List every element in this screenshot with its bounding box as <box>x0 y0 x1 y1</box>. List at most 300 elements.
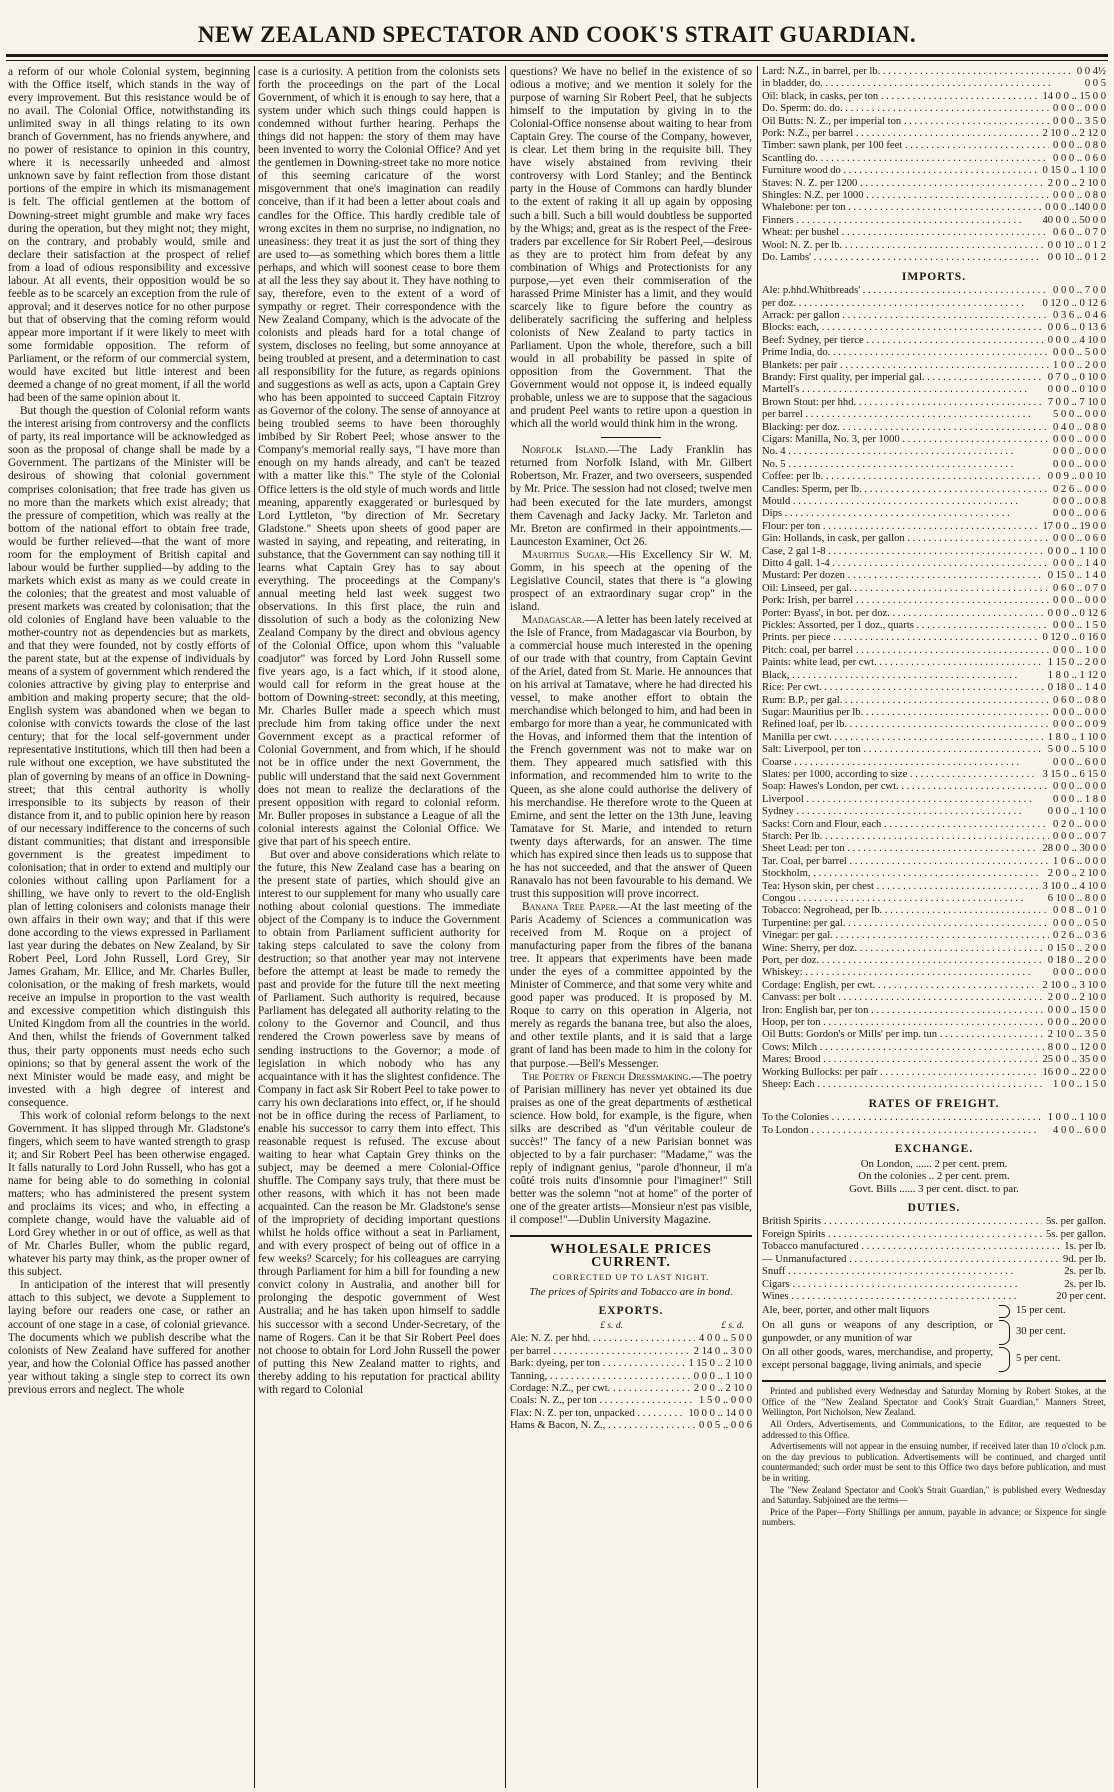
article-paragraph: In anticipation of the interest that will presently attach to this subject, we devote a Supplement to laying before our readers one case, or rather an account of one stage in a case, of colonial grievance. The documents which we publish describe what the colonists of New Zealand have suffered for another year, and how the Colonial Office has passed another year without taking a single step to correct its own previous errors and neglect. The whole <box>8 1279 250 1396</box>
price-row <box>762 153 1106 165</box>
price-item-name: Pork: Irish, per barrel . . . <box>762 595 1049 607</box>
price-item-name: Do. Lambs' . . . <box>762 252 1044 264</box>
price-item-name: Snuff . . . <box>762 1266 1060 1278</box>
news-heading: The Poetry of French Dressmaking. <box>522 1070 692 1083</box>
price-item-name: Mould . . . <box>762 496 1049 508</box>
price-row <box>762 695 1106 707</box>
price-row <box>762 707 1106 719</box>
price-item-value: 0 18 0 .. 2 0 0 <box>1047 955 1106 967</box>
price-item-name: Paints: white lead, per cwt. . . . <box>762 657 1044 669</box>
duty-group-label: On all guns or weapons of any description, or gunpowder, or any munition of war <box>762 1319 993 1344</box>
price-item-value: 0 0 0 .. 7 0 0 <box>1053 285 1106 297</box>
price-row <box>762 583 1106 595</box>
price-row <box>762 335 1106 347</box>
price-item-name: Slates: per 1000, according to size . . . <box>762 769 1038 781</box>
column-4 <box>762 66 1106 1786</box>
exports-list <box>510 1333 752 1432</box>
price-row <box>762 1042 1106 1054</box>
imports-title: IMPORTS. <box>901 270 967 283</box>
news-item <box>510 1071 752 1228</box>
price-item-name: per barrel . . . <box>762 409 1049 421</box>
price-item-name: Ditto 4 gall. 1-4 . . . <box>762 558 1049 570</box>
currency-header <box>510 1320 752 1333</box>
price-row <box>762 794 1106 806</box>
price-row <box>762 992 1106 1004</box>
price-item-name: Wool: N. Z. per lb. . . . <box>762 240 1044 252</box>
price-item-name: Blankets: per pair . . . <box>762 360 1049 372</box>
price-row <box>762 1241 1106 1253</box>
price-row <box>762 116 1106 128</box>
price-item-value: 2 10 0 .. 3 10 0 <box>1042 979 1106 991</box>
price-item-name: Lard: N.Z., in barrel, per lb. . . . <box>762 66 1073 78</box>
prices-current <box>510 1235 752 1433</box>
price-item-name: Ale: N. Z. per hhd. . . . <box>510 1333 695 1345</box>
column-1 <box>8 66 250 1786</box>
price-item-value: 0 12 0 .. 0 12 6 <box>1042 297 1106 309</box>
price-item-name: Wheat: per bushel . . . <box>762 227 1049 239</box>
price-item-value: 0 0 8 .. 0 1 0 <box>1053 905 1106 917</box>
price-item-value: 0 12 0 .. 0 16 0 <box>1042 632 1106 644</box>
news-heading: Madagascar. <box>522 613 585 626</box>
price-row <box>762 546 1106 558</box>
duty-group-label: On all other goods, wares, merchandise, and property, except personal baggage, living animals, and specie <box>762 1347 993 1371</box>
price-row <box>762 1067 1106 1079</box>
price-item-name: Whalebone: per ton . . . <box>762 202 1041 214</box>
price-row <box>762 347 1106 359</box>
price-item-name: Rum: B.P., per gal. . . . <box>762 695 1049 707</box>
price-item-name: Tar. Coal, per barrel . . . <box>762 856 1049 868</box>
price-item-value: 0 15 0 .. 1 4 0 <box>1047 570 1106 582</box>
masthead-rule-thick <box>6 54 1108 57</box>
price-item-name: Iron: English bar, per ton . . . <box>762 1005 1044 1017</box>
price-row <box>762 322 1106 334</box>
price-item-name: To the Colonies . . . <box>762 1112 1044 1124</box>
price-row <box>762 570 1106 582</box>
price-row <box>762 422 1106 434</box>
column-2 <box>258 66 500 1786</box>
price-item-name: Prints. per piece . . . <box>762 632 1038 644</box>
price-item-name: No. 5 . . . <box>762 459 1049 471</box>
price-row <box>762 471 1106 483</box>
brace <box>999 1320 1010 1345</box>
price-row <box>762 682 1106 694</box>
price-row <box>762 190 1106 202</box>
news-heading: Mauritius Sugar. <box>522 548 609 561</box>
price-item-value: 5 0 0 .. 5 10 0 <box>1047 744 1106 756</box>
price-row <box>762 178 1106 190</box>
price-row <box>762 103 1106 115</box>
price-row <box>762 856 1106 868</box>
price-item-value: 0 0 6 .. 0 13 6 <box>1047 322 1106 334</box>
price-item-name: Staves: N. Z. per 1200 . . . <box>762 178 1044 190</box>
price-item-value: 0 0 0 .. 1 5 0 <box>1053 620 1106 632</box>
price-row <box>510 1358 752 1370</box>
price-item-value: 0 0 0 .. 3 5 0 <box>1053 115 1106 127</box>
price-item-value: 5s. per gallon. <box>1045 1228 1106 1240</box>
price-item-name: No. 4 . . . <box>762 446 1049 458</box>
price-row <box>762 91 1106 103</box>
price-item-value: 0 0 10 .. 0 1 2 <box>1047 239 1106 251</box>
price-item-value: 6 10 0 .. 8 0 0 <box>1047 893 1106 904</box>
price-item-name: Blocks: each, . . . <box>762 322 1044 334</box>
duties-list <box>762 1216 1106 1303</box>
price-row <box>510 1408 752 1420</box>
exchange-line: Govt. Bills ...... 3 per cent. disct. to par. <box>849 1183 1019 1196</box>
price-item-name: Sugar: Mauritius per lb. . . . <box>762 707 1049 719</box>
price-item-name: Tobacco manufactured . . . <box>762 1241 1060 1253</box>
price-item-name: Blacking: per doz. . . . <box>762 422 1049 434</box>
price-item-value: 0 0 0 .. 1 0 0 <box>1053 644 1106 656</box>
price-item-value: 0 0 0 .. 0 0 0 <box>1053 446 1106 458</box>
price-item-name: Brown Stout: per hhd. . . . <box>762 397 1044 409</box>
price-item-value: 0 0 4½ <box>1076 66 1106 77</box>
price-row <box>762 508 1106 520</box>
duty-group-label: Ale, beer, porter, and other malt liquors <box>762 1305 930 1317</box>
column-divider <box>254 66 255 1788</box>
price-item-name: Pork: N.Z., per barrel . . . <box>762 128 1038 140</box>
price-item-value: 2s. per lb. <box>1064 1266 1106 1278</box>
price-row <box>762 298 1106 310</box>
price-item-name: Refined loaf, per lb. . . . <box>762 719 1049 731</box>
price-item-name: Foreign Spirits . . . <box>762 1229 1042 1241</box>
price-item-value: 0 6 0 .. 0 7 0 <box>1053 582 1106 594</box>
article-paragraph: This work of colonial reform belongs to the next Government. It has slipped through Mr. Gladstone's fingers, which seem to have wanted strength to grasp it; and Sir Robert Peel has been otherwise engaged. It falls naturally to Lord John Russell, who has got a name for being able to do something in colonial matters; who has administered the present system and proclaims its vices; and who, in effecting a complete change, would have the valuable aid of Lord Grey whether in or out of office, as well as that of Mr. Charles Buller, whom the public regard, whatever his party may think, as the proper owner of this subject. <box>8 1109 250 1279</box>
price-item-name: — Unmanufactured . . . <box>762 1254 1059 1266</box>
currency-header-cell: £ s. d. <box>721 1321 744 1332</box>
news-text: —At the last meeting of the Paris Academy of Sciences a communication was received from M. Roque on a project of manufacturing paper from the fibres of the banana tree. It appears that experiments have been made under the eyes of a committee appointed by the Minister of Commerce, and that some very white and good paper was produced. It is proposed by M. Roque to carry on this operation in Algeria, not merely as regards the banana tree, but also the aloes, and other textile plants, and it is said that a large grant of land has been made to him in the colony for that purpose.—Bell's Messenger. <box>510 900 752 1070</box>
price-item-value: 0 0 0 .. 1 8 0 <box>1053 793 1106 805</box>
price-item-name: Do. Sperm: do. do. . . . <box>762 103 1049 115</box>
price-item-value: 1 8 0 .. 1 10 0 <box>1047 731 1106 743</box>
price-item-value: 10 0 0 .. 14 0 0 <box>688 1407 752 1419</box>
price-item-value: 0 2 6 .. 0 0 0 <box>1053 483 1106 495</box>
exchange-title: EXCHANGE. <box>894 1142 974 1155</box>
price-item-value: 0 0 0 .. 0 8 0 <box>1053 190 1106 202</box>
price-row <box>510 1333 752 1345</box>
price-item-name: Vinegar: per gal. . . . <box>762 930 1049 942</box>
price-row <box>762 670 1106 682</box>
price-item-name: Salt: Liverpool, per ton . . . <box>762 744 1044 756</box>
price-item-value: 0 0 0 .. 1 10 0 <box>1047 806 1106 818</box>
price-item-name: Sheep: Each . . . <box>762 1079 1049 1091</box>
masthead-rule-thin <box>6 60 1108 61</box>
price-item-name: Black, . . . <box>762 670 1044 682</box>
price-item-name: Turpentine: per gal. . . . <box>762 918 1049 930</box>
price-row <box>762 446 1106 458</box>
price-row <box>510 1346 752 1358</box>
exports-title: EXPORTS. <box>598 1305 664 1318</box>
price-row <box>762 521 1106 533</box>
price-item-name: Whiskey: . . . <box>762 967 1049 979</box>
price-item-value: 3 10 0 .. 4 10 0 <box>1042 880 1106 892</box>
price-item-value: 0 0 0 .. 0 0 0 <box>1053 595 1106 607</box>
price-item-name: Coals: N. Z., per ton . . . <box>510 1395 695 1407</box>
price-item-name: Pitch: coal, per barrel . . . <box>762 645 1049 657</box>
price-item-value: 28 0 0 .. 30 0 0 <box>1042 843 1106 855</box>
price-row <box>762 1054 1106 1066</box>
price-row <box>762 140 1106 152</box>
price-item-value: 0 0 0 .. 0 6 0 <box>1053 533 1106 545</box>
price-item-name: Oil Butts: Gordon's or Mills' per imp. tun . . . <box>762 1029 1044 1041</box>
prices-subtitle: CORRECTED UP TO LAST NIGHT. <box>552 1272 710 1283</box>
price-item-name: Stockholm, . . . <box>762 868 1044 880</box>
price-item-name: Tobacco: Negrohead, per lb. . . . <box>762 905 1049 917</box>
price-item-name: Coffee: per lb. . . . <box>762 471 1044 483</box>
colophon-line: The "New Zealand Spectator and Cook's Strait Guardian," is published every Wednesday and Saturday. Subjoined are the terms— <box>762 1484 1106 1506</box>
price-item-value: 0 0 0 .. 0 0 9 <box>1053 719 1106 731</box>
duty-group <box>762 1305 1106 1318</box>
price-item-value: 2 10 0 .. 2 12 0 <box>1042 128 1106 140</box>
price-item-name: To London . . . <box>762 1125 1049 1137</box>
price-item-name: Shingles: N.Z. per 1000 . . . <box>762 190 1049 202</box>
price-item-name: in bladder, do. . . . <box>762 78 1081 90</box>
price-row <box>762 227 1106 239</box>
price-item-name: Cigars . . . <box>762 1279 1060 1291</box>
article-paragraph: case is a curiosity. A petition from the colonists sets forth the proceedings on the part of the Local Government, of which it is enough to say here, that a system under which such things could happen is condemned without further hearing. Perhaps the things did not happen: the story of them may have been invented to worry the Colonial Office? And yet the gentlemen in Downing-street take no more notice of this seeming caricature of the worst misgovernment that one's imagination can readily conceive, than if it had been a letter about coals and candles for the Office. This hardly credible tale of wrong excites in them no surprise, no indignation, no uneasiness: they treat it as just the sort of thing they are used to—as something which bores them a little perhaps, and which will soonest cease to bore them at all the less they say about it. They have nothing to say, therefore, even to the extent of a word of sympathy or regret. Their correspondence with the New Zealand Company, which is the advocate of the colonists and pleads hard for a total change of system, discloses no feeling, but some annoyance at being troubled at present, and a determination to cast all responsibility for the future, as regards opinions and suggestions as well as acts, upon a Captain Grey who has been appointed to succeed Captain Fitzroy as Governor of the colony. The sense of annoyance at being troubled seems to have been thoroughly imbibed by Sir Robert Peel; whose answer to the Company's memorial really says, "I have more than enough on my hands already, and can't be teazed with a matter like this." The style of the Colonial Office letters is the old style of much words and little meaning, apparently exaggerated or burlesqued by Lord Lyttleton, "by direction of Mr. Secretary Gladstone." Sheets upon sheets of good paper are wasted in saying, and repeating, and reiterating, in substance, that the Government can say nothing till it learns what Captain Grey has to say about everything. The proceedings at the Company's annual meeting held last week suggest two observations. In this first place, the ruin and dissolution of such a body as the colonizing New Zealand Company by the direct and obvious agency of the Colonial Office, upon whom this "valuable coadjutor" was forced by Lord John Russell some five years ago, is a fact which, if it stood alone, would call for reform in the great house at the bottom of Downing-street: secondly, at this meeting, Mr. Charles Buller made a speech which must preclude him from taking office under the next Government except as a practical reformer of Colonial Government, and from which, if he should not be in office under the next Government, the public will understand that the said next Government does not mean to realize the declarations of the present opposition with regard to colonial reform. Mr. Buller proposes in substance a League of all the colonial interests against the Colonial Office. We give that part of his speech entire. <box>258 66 500 848</box>
price-row <box>762 1279 1106 1291</box>
price-row <box>762 881 1106 893</box>
news-heading: Norfolk Island. <box>522 444 609 457</box>
price-row <box>762 1112 1106 1124</box>
price-item-name: Flour: per ton . . . <box>762 521 1038 533</box>
price-item-value: 0 0 0 .. 0 0 7 <box>1053 830 1106 842</box>
price-item-value: 0 0 0 .. 0 0 0 <box>1053 103 1106 115</box>
price-item-name: Beef: Sydney, per tierce . . . <box>762 335 1044 347</box>
price-item-name: Prime India, do. . . . <box>762 347 1049 359</box>
price-item-value: 8 0 0 .. 12 0 0 <box>1047 1041 1106 1053</box>
currency-header-cell: £ s. d. <box>600 1321 623 1332</box>
price-row <box>762 657 1106 669</box>
price-row <box>762 645 1106 657</box>
price-item-value: 0 0 5 <box>1084 78 1106 90</box>
price-row <box>510 1371 752 1383</box>
price-item-name: Mustard: Per dozen . . . <box>762 570 1044 582</box>
freight-title: RATES OF FREIGHT. <box>868 1097 1000 1110</box>
price-item-value: 1s. per lb. <box>1064 1241 1106 1253</box>
price-row <box>762 484 1106 496</box>
price-item-value: 0 0 0 .. 4 10 0 <box>1047 334 1106 346</box>
price-item-value: 0 0 0 ..140 0 0 <box>1045 202 1106 214</box>
price-item-name: Congou . . . <box>762 893 1044 905</box>
price-item-value: 1 5 0 .. 0 0 0 <box>699 1395 752 1407</box>
price-item-name: per doz. . . . <box>762 298 1038 310</box>
price-row <box>762 397 1106 409</box>
colophon-line: Printed and published every Wednesday and Saturday Morning by Robert Stokes, at the Office of the "New Zealand Spectator and Cook's Strait Guardian," Manners Street, Wellington, Port Nicholson, New Zealand. <box>762 1386 1106 1418</box>
price-item-value: 4 0 0 .. 6 0 0 <box>1053 1124 1106 1136</box>
price-row <box>762 533 1106 545</box>
duties-title: DUTIES. <box>907 1201 961 1214</box>
price-item-value: 0 0 0 .. 6 0 0 <box>1053 756 1106 768</box>
price-item-value: 0 0 0 .. 1 10 0 <box>693 1370 752 1382</box>
duty-group-value: 30 per cent. <box>1016 1326 1066 1338</box>
price-item-value: 1 0 0 .. 2 0 0 <box>1053 359 1106 371</box>
price-item-name: Wines . . . <box>762 1291 1052 1303</box>
price-row <box>762 459 1106 471</box>
duty-group <box>762 1347 1106 1372</box>
price-item-value: 0 0 0 .. 5 0 0 <box>1053 347 1106 359</box>
price-item-name: Martell's . . . <box>762 384 1044 396</box>
price-row <box>762 608 1106 620</box>
price-item-name: Furniture wood do . . . <box>762 165 1038 177</box>
price-item-name: British Spirits . . . <box>762 1216 1042 1228</box>
price-row <box>762 769 1106 781</box>
price-item-value: 7 0 0 .. 7 10 0 <box>1047 396 1106 408</box>
price-row <box>762 967 1106 979</box>
price-row <box>762 1079 1106 1091</box>
brace <box>999 1347 1010 1372</box>
price-item-name: Soap: Hawes's London, per cwt. . . . <box>762 781 1049 793</box>
news-item <box>510 444 752 548</box>
price-row <box>762 496 1106 508</box>
price-item-name: Scantling do. . . . <box>762 153 1049 165</box>
price-item-value: 0 7 0 .. 0 10 0 <box>1047 371 1106 383</box>
price-item-name: Case, 2 gal 1-8 . . . <box>762 546 1044 558</box>
column-3 <box>510 66 752 1786</box>
price-item-value: 0 18 0 .. 1 4 0 <box>1047 682 1106 694</box>
price-item-value: 1 8 0 .. 1 12 0 <box>1047 669 1106 681</box>
price-row <box>510 1383 752 1395</box>
price-item-name: Tanning, . . . <box>510 1371 690 1383</box>
price-row <box>762 285 1106 297</box>
price-item-name: Oil: Linseed, per gal. . . . <box>762 583 1049 595</box>
price-item-value: 0 0 0 .. 0 0 8 <box>1053 496 1106 507</box>
price-item-value: 2 0 0 .. 2 10 0 <box>693 1383 752 1395</box>
price-item-value: 1 0 6 .. 0 0 0 <box>1053 855 1106 867</box>
price-item-value: 0 15 0 .. 2 0 0 <box>1047 942 1106 954</box>
price-item-value: 14 0 0 .. 15 0 0 <box>1042 90 1106 102</box>
price-item-value: 2 14 0 .. 3 0 0 <box>693 1345 752 1357</box>
price-item-value: 1 15 0 .. 2 0 0 <box>1047 657 1106 669</box>
price-item-name: Canvass: per bolt . . . <box>762 992 1044 1004</box>
price-item-value: 1 0 0 .. 1 5 0 <box>1053 1079 1106 1091</box>
price-item-value: 2 0 0 .. 2 10 0 <box>1047 868 1106 880</box>
price-item-name: Dips . . . <box>762 508 1049 520</box>
price-item-name: Candles: Sperm, per lb. . . . <box>762 484 1049 496</box>
news-text: —His Excellency Sir W. M. Gomm, in his speech at the opening of the Legislative Council, states that there is "a glowing prospect of an extraordinary sugar crop" in the island. <box>510 548 752 613</box>
price-row <box>762 781 1106 793</box>
price-item-value: 0 0 0 .. 1 4 0 <box>1053 558 1106 570</box>
price-item-value: 0 0 0 .. 0 5 0 <box>1053 917 1106 929</box>
price-item-value: 5s. per gallon. <box>1045 1216 1106 1228</box>
price-item-value: 0 6 0 .. 0 8 0 <box>1053 694 1106 706</box>
price-row <box>762 980 1106 992</box>
brace <box>999 1305 1010 1318</box>
price-row <box>762 744 1106 756</box>
price-item-name: Bark: dyeing, per ton . . . <box>510 1358 684 1370</box>
price-row <box>762 918 1106 930</box>
price-row <box>762 930 1106 942</box>
exchange-line: On London, ...... 2 per cent. prem. <box>860 1157 1008 1170</box>
price-row <box>762 1254 1106 1266</box>
price-item-value: 17 0 0 .. 19 0 0 <box>1042 520 1106 532</box>
price-item-value: 0 0 0 .. 0 0 6 <box>1053 508 1106 520</box>
price-item-name: Starch: Per lb. . . . <box>762 831 1049 843</box>
price-item-name: Oil: black, in casks, per ton . . . <box>762 91 1038 103</box>
price-item-name: Wine: Sherry, per doz. . . . <box>762 943 1044 955</box>
exports-list-continued <box>762 66 1106 265</box>
price-item-value: 0 2 0 .. 0 0 0 <box>1053 818 1106 830</box>
price-item-name: Cigars: Manilla, No. 3, per 1000 . . . <box>762 434 1049 446</box>
price-item-value: 2 0 0 .. 2 10 0 <box>1047 992 1106 1004</box>
exchange-line: On the colonies .. 2 per cent. prem. <box>858 1170 1010 1183</box>
price-row <box>762 1005 1106 1017</box>
price-row <box>762 128 1106 140</box>
news-text: —The Lady Franklin has returned from Norfolk Island, with Mr. Gilbert Robertson, Mr. Frazer, and two overseers, suspended by Mr. Price. The session had not closed; twelve men had been executed for the late murders, amongst them Cavenagh and Jacky Jacky. Mr. Tarleton and Mr. Breton are confirmed in their appointments.—Launceston Examiner, Oct 26. <box>510 444 752 548</box>
price-item-name: Porter: Byass', in bot. per doz. . . . <box>762 608 1044 620</box>
price-item-name: Timber: sawn plank, per 100 feet . . . <box>762 140 1049 152</box>
price-row <box>762 384 1106 396</box>
price-item-value: 0 0 0 .. 0 10 0 <box>1047 384 1106 396</box>
price-row <box>762 360 1106 372</box>
colophon-line: Price of the Paper—Forty Shillings per annum, payable in advance; or Sixpence for single numbers. <box>762 1506 1106 1528</box>
price-item-name: Liverpool . . . <box>762 794 1049 806</box>
news-item <box>510 549 752 614</box>
price-item-name: Mares: Brood . . . <box>762 1054 1038 1066</box>
price-item-value: 3 15 0 .. 6 15 0 <box>1042 768 1106 780</box>
price-item-name: Cordage: N.Z., per cwt. . . . <box>510 1383 690 1395</box>
imports-list <box>762 285 1106 1091</box>
price-item-value: 0 0 9 .. 0 0 10 <box>1047 471 1106 483</box>
freight-list <box>762 1112 1106 1137</box>
price-item-value: 0 0 0 .. 0 0 0 <box>1053 433 1106 445</box>
price-row <box>762 252 1106 264</box>
prices-note: The prices of Spirits and Tobacco are in bond. <box>529 1286 733 1299</box>
article-paragraph: But over and above considerations which relate to the future, this New Zealand case has a bearing on the present state of parties, which should give an interest to our supplement for many who usually care nothing about colonial questions. The immediate object of the Company is to induce the Government to obtain from Parliament sufficient authority for taking steps calculated to save the colony from destruction; so that another year may not intervene before the attempt at least be made to remedy the past and provide for the future till the next meeting of Parliament. Such authority is required, because Parliament has delegated all authority relating to the colony to the Governor and Council, and thus rendered the Crown powerless save by means of sending instructions to the Governor; a mode of legislation in which nobody who has any acquaintance with it has the slightest confidence. The Company in fact ask Sir Robert Peel to take power to carry his own declarations into effect, or, if he should not be in office during the recess of Parliament, to enable his successor to carry them into effect. This reasonable request is refused. The excuse about waiting to hear what Captain Grey thinks on the subject, may be deemed a mere Colonial-Office shuffle. The Company says truly, that there must be other reasons, with which it has not been made acquainted. Can the reason be Mr. Gladstone's sense of the impropriety of deciding important questions whilst he holds office without a seat in Parliament, and with every prospect of being out of office in a few weeks? Scarcely; for his colleagues are carrying through Parliament for him a bill for founding a new convict colony in Australia, and another bill for prolonging the despotic government of West Australia; and he has taken upon himself to saddle his successor with a second Under-Secretary, of the name of Rogers. Can it be that Sir Robert Peel does not choose to obtain for Lord John Russell the power of putting this New Zealand matter to rights, and thereby adding to his reputation for practical ability with regard to Colonial <box>258 848 500 1396</box>
price-row <box>762 165 1106 177</box>
price-item-name: Arrack: per gallon . . . <box>762 310 1049 322</box>
price-item-value: 2 0 0 .. 2 10 0 <box>1047 177 1106 189</box>
price-row <box>762 202 1106 214</box>
price-row <box>762 66 1106 78</box>
colophon <box>762 1380 1106 1528</box>
news-text: —A letter has been lately received at the Isle of France, from Madagascar via Bourbon, by a commercial house much interested in the opening of our trade with that country, from Captain Gevint of the Ariel, dated from St. Marie. He announces that on his arrival at Tamatave, where he had directed his vessel, to make another effort to obtain the merchandise which belonged to him, and had been in embargo for more than a year, he communicated with the Hovas, and informed them that the intention of the French government was not to make war on them. They appeared much satisfied with this information, and recommended him to write to the Queen, as she alone could authorise the delivery of his merchandise. He therefore wrote to the Queen at Emirne, and sent the letter on the 13th June, leaving Tamatave for St. Marie, and intended to return twenty days afterwards, for an answer. The time which has expired since then leads us to suppose that he has not succeeded, and that the answer of Queen Ranavalo has not been favourable to his demand. We trust this supposition will prove incorrect. <box>510 613 752 900</box>
article-paragraph: questions? We have no belief in the existence of so odious a motive; and we mention it solely for the purpose of warning Sir Robert Peel, that he subjects himself to the imputation by giving in to the Colonial-Office nonsense about waiting to hear from Captain Grey. The course of the Company, however, is clear. Let them bring in the requisite bill. They have wisely abstained from reviving their controversy with Lord Stanley; and the Bentinck party in the House of Commons can hardly blunder to the extent of raking it all up again by opposing such a bill. Such a bill would doubtless be supported by the Whigs; and, great as is the respect of the Free-traders par excellence for Sir Robert Peel,—desirous as they are to protect him from defeat by any combination of Whigs and Protectionists for any purpose,—yet even their commiseration of the harassed Prime Minister has a limit, and they would scarcely like to figure before the country as deliberately sacrificing the suffering and helpless colonists of New Zealand to party tactics in Parliament. Upon the whole, therefore, such a bill would in all probability be passed in spite of opposition from the Government. That the Government would not oppose it, is indeed equally probable, unless we are to suppose that the sagacious and prudent Peel wants to retire upon a question in which all the world would think him in the wrong. <box>510 66 752 431</box>
price-row <box>762 943 1106 955</box>
price-item-value: 0 15 0 .. 1 10 0 <box>1042 165 1106 177</box>
price-row <box>762 310 1106 322</box>
news-text: —The poetry of Parisian millinery has never yet obtained its due praises as one of the great departments of æsthetical science. How bold, for example, is the figure, when silks are described as "d'un véritable couleur de succès!" The fancy of a new Parisian bonnet was objected to by a fair purchaser: "Madame," was the reply of indignant genius, "parole d'honneur, il m'a coûté trois nuits d'insomnie pour l'imaginer!" Still better was the solemn "not at home" of the porter of one of the greater artists—Monsieur n'est pas visible, il compose!"—Dublin University Magazine. <box>510 1070 752 1227</box>
price-item-name: Brandy: First quality, per imperial gal. . . . <box>762 372 1044 384</box>
price-row <box>762 757 1106 769</box>
column-divider <box>505 66 506 1788</box>
price-row <box>762 893 1106 905</box>
duty-group-value: 15 per cent. <box>1016 1305 1066 1317</box>
price-item-name: Rice: Per cwt. . . . <box>762 682 1044 694</box>
price-row <box>762 595 1106 607</box>
price-row <box>762 955 1106 967</box>
price-item-value: 2 10 0 .. 3 5 0 <box>1047 1029 1106 1041</box>
newspaper-title: NEW ZEALAND SPECTATOR AND COOK'S STRAIT GUARDIAN. <box>197 22 917 47</box>
colophon-line: Advertisements will not appear in the ensuing number, if received later than 10 o'clock p.m. on the day previous to publication. Advertisements will be continued, and charged until countermanded; such order must be sent to this Office two days before publication, and must be in writing. <box>762 1441 1106 1484</box>
price-row <box>762 1266 1106 1278</box>
price-item-name: Coarse . . . <box>762 757 1049 769</box>
price-item-name: Sheet Lead: per ton . . . <box>762 843 1038 855</box>
price-item-name: Manilla per cwt. . . . <box>762 732 1044 744</box>
article-paragraph: a reform of our whole Colonial system, beginning with the Office itself, which stands in the way of every improvement. But this resistance would be of no avail. The Colonial Office, notwithstanding its unlimited sway in all things relating to its own branch of Government, has no friends anywhere, and no power of resistance to opinion in this country, where it is necessarily unheeded and almost unknown save by faint reflection from those distant portions of the empire in which its mismanagement is felt. The official gentlemen at the bottom of Downing-street might grumble and make wry faces during the operation, but they might not; they might, on the contrary, and probably would, smile and declare their satisfaction at the prospect of relief from a load of odious responsibility and excessive labour. At all events, their opposition would be so feeble as to be scarcely an exception from the rule of approval; and it deserves notice for no other purpose but that of observing that the coming reform would appear more important if it were likely to meet with some formidable opposition. The reform of Parliament, or the reform of our commercial system, would have excited but little interest and been deemed a change of no great moment, if all the world had been of the same opinion about it. <box>8 66 250 405</box>
price-item-value: 0 0 0 .. 0 12 6 <box>1047 607 1106 619</box>
price-row <box>762 1291 1106 1303</box>
price-item-value: 5 0 0 .. 0 0 0 <box>1053 409 1106 421</box>
price-item-name: Gin: Hollands, in cask, per gallon . . . <box>762 533 1049 545</box>
news-heading: Banana Tree Paper. <box>522 900 619 913</box>
price-item-name: Oil Butts: N. Z., per imperial ton . . . <box>762 116 1049 128</box>
price-row <box>762 620 1106 632</box>
price-row <box>762 558 1106 570</box>
price-item-value: 16 0 0 .. 22 0 0 <box>1042 1066 1106 1078</box>
colophon-line: All Orders, Advertisements, and Communications, to the Editor, are requested to be addressed to this Office. <box>762 1419 1106 1440</box>
price-row <box>762 1216 1106 1228</box>
price-item-name: Sydney . . . <box>762 806 1044 818</box>
